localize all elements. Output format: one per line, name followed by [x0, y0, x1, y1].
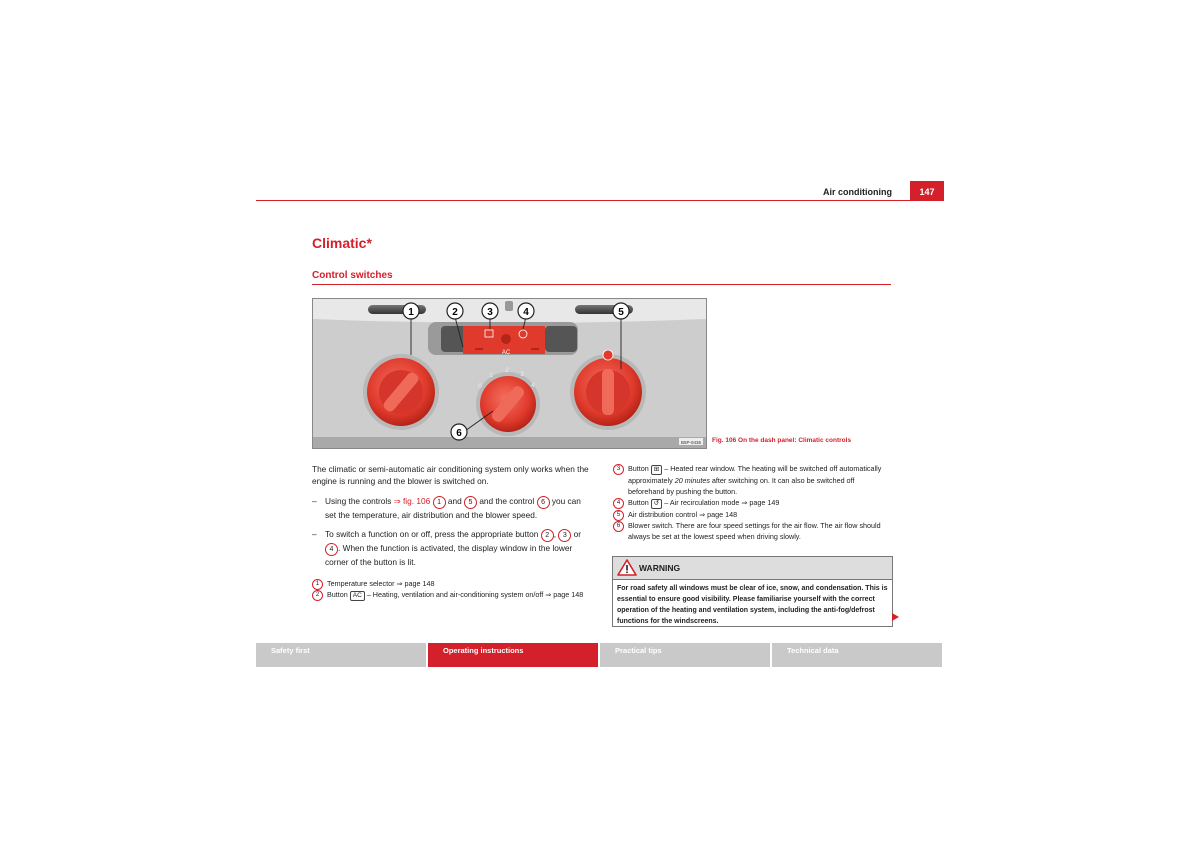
callout-4: 4 [523, 307, 529, 318]
bullet-switch-function: – To switch a function on or off, press the appropriate button 2 , 3 or 4 . When the function is activated, the display window in the lower corner of the button is lit. [312, 529, 582, 567]
figure-caption: Fig. 106 On the dash panel: Climatic controls [712, 437, 852, 444]
legend-left [312, 578, 590, 601]
bullet-dash: – [312, 496, 317, 506]
ac-button-icon: AC [350, 591, 365, 601]
legend-item-1: 1 Temperature selector ⇒ page 148 [312, 578, 590, 589]
tab-safety-first[interactable]: Safety first [256, 643, 426, 667]
subsection-heading: Control switches [312, 270, 393, 281]
warning-title: WARNING [639, 563, 681, 573]
section-heading: Climatic* [312, 235, 372, 251]
running-header-title: Air conditioning [823, 187, 892, 197]
rear-window-heater-icon: ⊞ [651, 465, 662, 475]
tab-operating-instructions[interactable]: Operating instructions [428, 643, 598, 667]
warning-header [613, 557, 892, 580]
ac-label: AC [501, 350, 511, 356]
legend-item-5: 5 Air distribution control ⇒ page 148 [613, 509, 891, 520]
continue-arrow-icon [892, 613, 899, 621]
warning-text: For road safety all windows must be clear of ice, snow, and condensation. This is essential to ensure good visibility. Please familiarise yourself with the correct operation of the heating and ventilation system, including the anti-fog/defrost functions for the windscreens. [617, 585, 888, 625]
warning-box [612, 556, 893, 627]
intro-paragraph: The climatic or semi-automatic air conditioning system only works when the engine is running and the blower is switched on. [312, 464, 589, 486]
callout-2: 2 [452, 307, 458, 318]
subsection-divider [312, 284, 891, 285]
callout-3: 3 [487, 307, 493, 318]
bullet-dash: – [312, 529, 317, 539]
header-divider [256, 200, 944, 201]
recirculation-icon: ↺ [651, 499, 662, 509]
callout-6: 6 [456, 428, 462, 439]
svg-text:2: 2 [505, 367, 509, 374]
svg-text:1: 1 [489, 372, 493, 379]
svg-text:4: 4 [531, 382, 535, 389]
figure-reference-link[interactable]: ⇒ fig. 106 [393, 496, 431, 506]
figure-code: B5P-0436 [680, 440, 702, 445]
legend-item-4: 4 Button ↺ – Air recirculation mode ⇒ page 149 [613, 497, 891, 509]
legend-right [613, 463, 891, 542]
bullet-controls: – Using the controls ⇒ fig. 106 1 and 5 and the control 6 you can set the temperature, air distribution and the blower speed. [312, 496, 581, 520]
dash-panel-illustration [313, 299, 706, 448]
callout-1: 1 [408, 307, 414, 318]
page-number: 147 [910, 181, 944, 201]
tab-practical-tips[interactable]: Practical tips [600, 643, 770, 667]
svg-text:0: 0 [478, 383, 482, 390]
warning-triangle-icon [617, 559, 637, 576]
climatic-controls-figure [312, 298, 707, 449]
callout-5: 5 [618, 307, 624, 318]
tab-technical-data[interactable]: Technical data [772, 643, 942, 667]
legend-item-6: 6 Blower switch. There are four speed settings for the air flow. The air flow should always be set at the lowest speed when driving slowly. [613, 520, 891, 542]
legend-item-2: 2 Button AC – Heating, ventilation and air-conditioning system on/off ⇒ page 148 [312, 589, 590, 601]
svg-text:3: 3 [520, 371, 524, 378]
legend-item-3: 3 Button ⊞ – Heated rear window. The heating will be switched off automatically approximately 20 minutes after switching on. It can also be switched off beforehand by pushing the button. [613, 463, 891, 497]
